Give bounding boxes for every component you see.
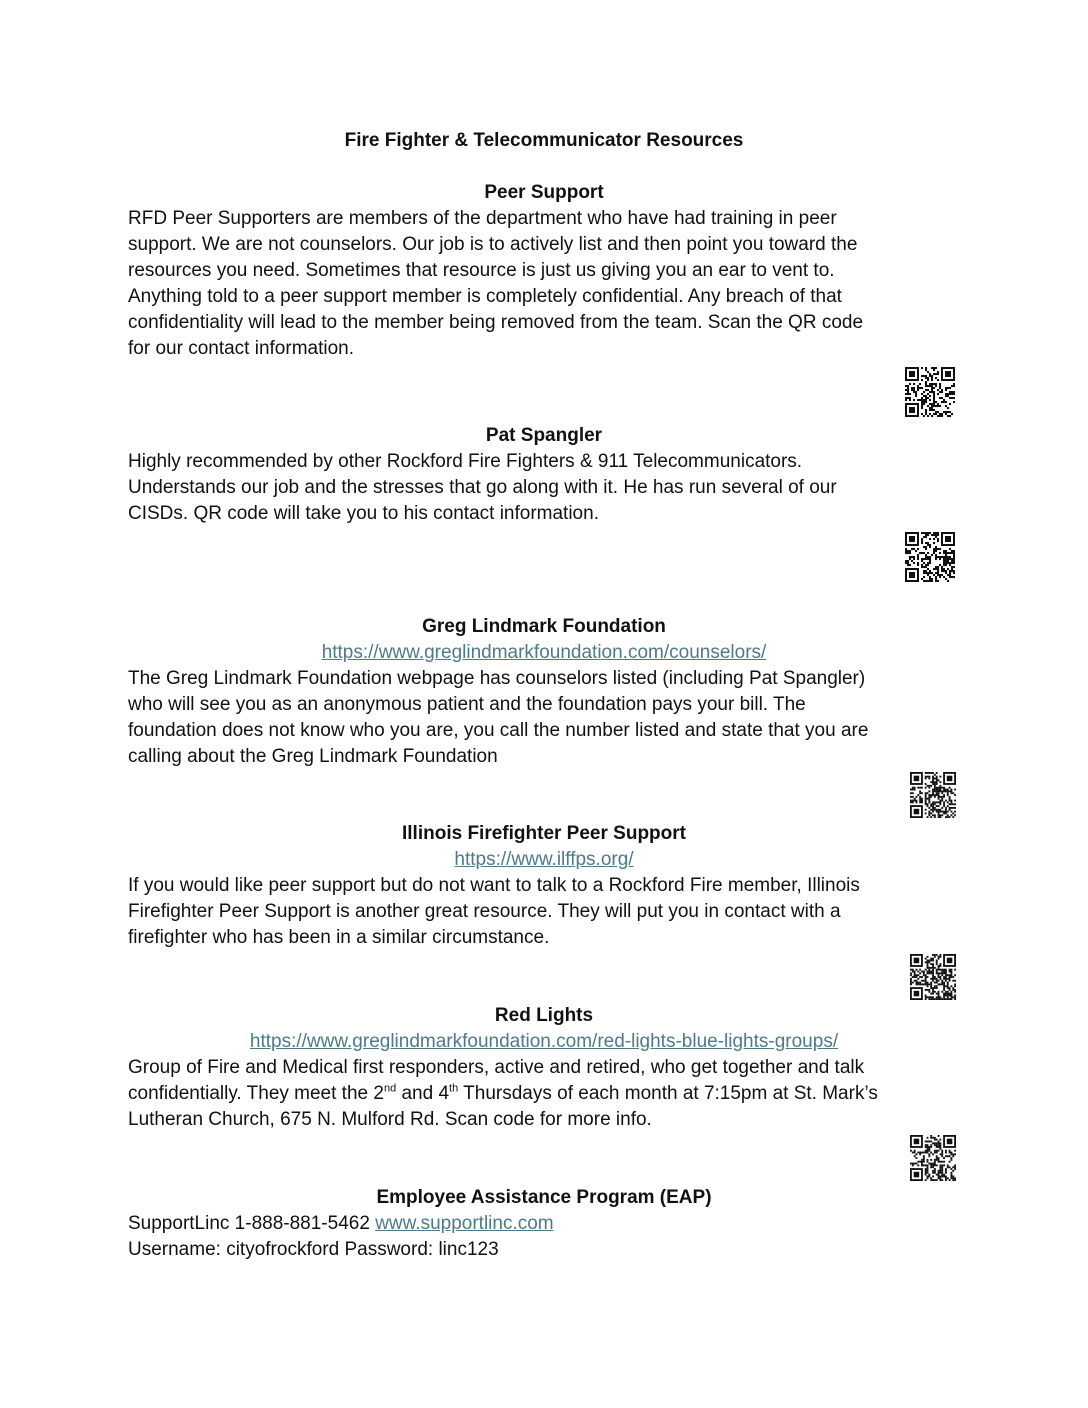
- qr-code-icon[interactable]: [910, 954, 956, 1000]
- section-red-lights: [128, 1003, 960, 1133]
- red-lights-body-line3: Lutheran Church, 675 N. Mulford Rd. Scan code for more info.: [128, 1109, 652, 1130]
- red-lights-body-line2c: Thursdays of each month at 7:15pm at St. Mark’s: [458, 1083, 878, 1104]
- qr-code-icon[interactable]: [910, 1135, 956, 1181]
- qr-code-icon[interactable]: [905, 367, 955, 417]
- eap-body: [128, 1211, 960, 1263]
- red-lights-heading: Red Lights: [494, 1005, 594, 1026]
- section-illinois-peer-support: [128, 821, 960, 951]
- pat-spangler-heading: Pat Spangler: [485, 425, 603, 446]
- greg-lindmark-body: The Greg Lindmark Foundation webpage has counselors listed (including Pat Spangler) who will see you as an anonymous patient and the foundation pays your bill. The foundation does not know who you are, you call the number listed and state that you are calling about the Greg Lindmark Foundation: [128, 668, 869, 767]
- red-lights-body-line2a: confidentially. They meet the 2: [128, 1083, 384, 1104]
- qr-code-icon[interactable]: [905, 532, 955, 582]
- eap-phone-text: SupportLinc 1-888-881-5462: [128, 1213, 376, 1234]
- section-greg-lindmark: [128, 614, 960, 770]
- eap-credentials: Username: cityofrockford Password: linc123: [128, 1239, 499, 1260]
- greg-lindmark-link[interactable]: https://www.greglindmarkfoundation.com/counselors/: [321, 642, 767, 663]
- red-lights-body-line2b: and 4: [396, 1083, 450, 1104]
- red-lights-body-line1: Group of Fire and Medical first responders, active and retired, who get together and talk: [128, 1057, 865, 1078]
- red-lights-sup-nd: nd: [383, 1082, 397, 1095]
- red-lights-body: [128, 1055, 960, 1133]
- illinois-peer-support-link[interactable]: https://www.ilffps.org/: [454, 849, 634, 870]
- eap-heading: Employee Assistance Program (EAP): [376, 1187, 712, 1208]
- document-title: Fire Fighter & Telecommunicator Resources: [344, 130, 744, 151]
- section-pat-spangler: [128, 423, 960, 527]
- illinois-peer-support-heading: Illinois Firefighter Peer Support: [402, 823, 686, 844]
- qr-code-icon[interactable]: [910, 772, 956, 818]
- pat-spangler-body: Highly recommended by other Rockford Fire Fighters & 911 Telecommunicators. Understands our job and the stresses that go along with it. He has run several of our CISDs. QR code will take you to his contact information.: [128, 451, 837, 524]
- section-eap: [128, 1185, 960, 1263]
- peer-support-heading: Peer Support: [484, 182, 604, 203]
- eap-website-link[interactable]: www.supportlinc.com: [375, 1213, 554, 1234]
- peer-support-body: RFD Peer Supporters are members of the department who have had training in peer support. We are not counselors. Our job is to actively list and then point you toward the resources you need. Sometimes that resource is just us giving you an ear to vent to. Anything told to a peer support member is completely confidential. Any breach of that confidentiality will lead to the member being removed from the team. Scan the QR code for our contact information.: [128, 208, 864, 359]
- red-lights-link[interactable]: https://www.greglindmarkfoundation.com/red-lights-blue-lights-groups/: [249, 1031, 839, 1052]
- greg-lindmark-heading: Greg Lindmark Foundation: [422, 616, 666, 637]
- red-lights-sup-th: th: [449, 1082, 459, 1095]
- illinois-peer-support-body: If you would like peer support but do not want to talk to a Rockford Fire member, Illinois Firefighter Peer Support is another great resource. They will put you in contact with a firefighter who has been in a similar circumstance.: [128, 875, 860, 948]
- section-peer-support: [128, 180, 960, 362]
